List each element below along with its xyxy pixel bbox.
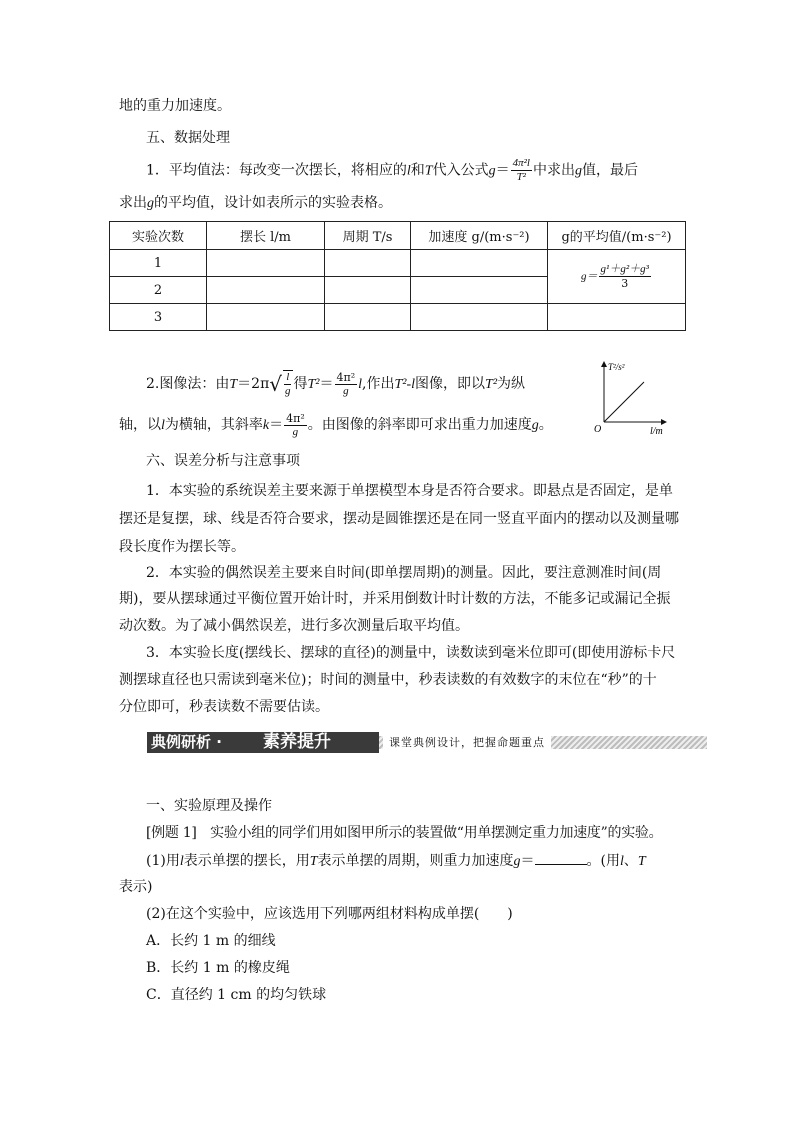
text: 中求出: [532, 162, 575, 179]
var-T: T: [229, 377, 238, 392]
table-cell: [325, 277, 411, 304]
var-T2: T²: [485, 377, 498, 392]
text: 和: [410, 162, 425, 179]
table-header-row: [110, 222, 686, 250]
table-cell: [207, 304, 325, 331]
table-cell: 3: [110, 304, 207, 331]
x-axis-label: l/m: [650, 426, 663, 437]
experiment-table: [109, 221, 686, 331]
section-heading-5: 五、数据处理: [146, 130, 230, 146]
var-T: T: [637, 854, 646, 869]
answer-blank[interactable]: [535, 850, 587, 865]
proportional-line: [604, 382, 644, 422]
text: ＝: [269, 417, 284, 433]
table-header-cell: 实验次数: [110, 222, 207, 250]
var-g: g: [574, 163, 582, 179]
var-g: g: [513, 854, 521, 869]
fraction-denominator: T²: [516, 171, 526, 183]
text: 。(用: [586, 853, 620, 869]
subsection-heading: 一、实验原理及操作: [146, 798, 272, 814]
fraction-numerator: 4π²: [286, 411, 305, 425]
var-k: k: [262, 418, 270, 433]
text: 。由图像的斜率即可求出重力加速度: [307, 417, 532, 433]
paragraph-line: 摆还是复摆，球、线是否符合要求，摆动是圆锥摆还是在同一竖直平面内的摆动以及测量哪: [119, 511, 679, 527]
var-g: g: [147, 196, 154, 211]
text: 轴，以: [119, 417, 161, 433]
text: 图像，即以: [415, 376, 486, 392]
fraction-denominator: g: [285, 385, 291, 397]
sqrt-fraction: [283, 370, 293, 398]
paragraph-line: 2．本实验的偶然误差主要来自时间(即单摆周期)的测量。因此，要注意测准时间(周: [146, 565, 662, 581]
paragraph-line: 期)，要从摆球通过平衡位置开始计时，并采用倒数计时计数的方法，不能多记或漏记全振: [119, 591, 671, 607]
text: 的平均值，设计如表所示的实验表格。: [154, 195, 392, 211]
text: 表示单摆的摆长，用: [183, 853, 310, 869]
text: 为纵: [497, 376, 526, 392]
var-l: l: [358, 377, 363, 392]
origin-label: O: [594, 424, 602, 435]
average-formula-cell: [548, 250, 686, 304]
slope-fraction: [284, 412, 307, 439]
text: 1．平均值法：每改变一次摆长，将相应的: [146, 162, 407, 179]
var-T2-l: T²-l: [394, 377, 416, 392]
avg-fraction: [599, 263, 651, 290]
var-l: l: [406, 163, 411, 179]
text: 。: [538, 417, 553, 433]
fraction-numerator: g¹＋g²＋g³: [600, 263, 649, 275]
var-T: T: [309, 854, 318, 869]
method-2-line: [146, 370, 586, 398]
table-cell: 1: [110, 250, 207, 277]
paragraph-line: 分位即可，秒表读数不需要估读。: [119, 699, 329, 715]
table-header-cell: 周期 T/s: [325, 222, 411, 250]
var-g: g: [531, 418, 539, 433]
banner-subtitle: 课堂典例设计，把握命题重点: [383, 734, 551, 751]
fraction-denominator: g: [292, 425, 299, 438]
text: ＝: [520, 853, 535, 869]
text: ＝2π: [237, 376, 270, 392]
text: ＝: [495, 162, 510, 179]
paragraph-line: 测摆球直径也只需读到毫米位)；时间的测量中，秒表读数的有效数字的末位在“秒”的十: [119, 672, 657, 688]
text: 得: [293, 376, 308, 392]
formula-fraction: [335, 371, 358, 398]
text: (1)用: [146, 853, 180, 869]
fraction-denominator: 3: [621, 277, 629, 290]
table-row: [110, 304, 686, 331]
table-cell: [411, 304, 548, 331]
method-1-line: [146, 157, 706, 184]
method-1-line-2: [119, 193, 679, 214]
table-header-cell: 加速度 g/(m·s⁻²): [411, 222, 548, 250]
sqrt-sign: √: [269, 372, 283, 396]
text: 求出: [119, 195, 147, 211]
text-line: 地的重力加速度。: [119, 98, 231, 114]
var-l: l: [161, 418, 165, 433]
table-cell: [411, 277, 548, 304]
var-l: l: [620, 854, 624, 869]
fraction-denominator: g: [343, 384, 349, 397]
text: ,作出: [362, 376, 395, 392]
text: ＝: [319, 376, 334, 392]
y-axis-label: T²/s²: [608, 362, 625, 372]
paragraph-line: 段长度作为摆长等。: [119, 539, 245, 555]
paragraph-line: 3．本实验长度(摆线长、摆球的直径)的测量中，读数读到毫米位即可(即使用游标卡尺: [146, 645, 676, 661]
section-heading-6: 六、误差分析与注意事项: [146, 453, 300, 469]
var-T: T: [424, 163, 433, 179]
question-1-line-2: 表示): [119, 879, 153, 895]
table-header-cell: 摆长 l/m: [207, 222, 325, 250]
text: 值，最后: [581, 162, 638, 179]
method-2-line-2: [119, 410, 579, 441]
paragraph-line: 1．本实验的系统误差主要来源于单摆模型本身是否符合要求。即悬点是否固定，是单: [146, 483, 673, 499]
question-2: (2)在这个实验中，应该选用下列哪两组材料构成单摆( ): [146, 906, 513, 922]
text: 2.图像法：由: [146, 376, 230, 392]
option-b[interactable]: B．长约 1 m 的橡皮绳: [146, 960, 290, 976]
section-banner: [147, 732, 707, 753]
text: 表示单摆的周期，则重力加速度: [317, 853, 514, 869]
question-1-line: [146, 850, 706, 872]
text: 为横轴，其斜率: [164, 417, 263, 433]
table-cell: [207, 250, 325, 277]
table-cell: [411, 250, 548, 277]
var-g: g: [488, 163, 496, 179]
formula-fraction: [511, 157, 532, 184]
table-cell: 2: [110, 277, 207, 304]
table-row: [110, 250, 686, 277]
fraction-numerator: 4π²: [336, 370, 356, 384]
table-cell: [548, 304, 686, 331]
text: 、: [623, 853, 638, 869]
avg-lhs: g＝: [581, 270, 598, 283]
var-T2: T²: [307, 377, 320, 392]
table-header-cell: g的平均值/(m·s⁻²): [548, 222, 686, 250]
option-c[interactable]: C．直径约 1 cm 的均匀铁球: [146, 987, 327, 1003]
example-header: [例题 1] 实验小组的同学们用如图甲所示的装置做“用单摆测定重力加速度”的实验。: [146, 825, 663, 841]
banner-title: 典例研析 ·: [151, 733, 222, 751]
table-cell: [325, 304, 411, 331]
option-a[interactable]: A．长约 1 m 的细线: [146, 933, 276, 949]
table-cell: [207, 277, 325, 304]
fraction-numerator: 4π²l: [512, 157, 530, 169]
fraction-numerator: l: [286, 371, 290, 383]
var-l: l: [179, 854, 184, 869]
table-cell: [325, 250, 411, 277]
paragraph-line: 动次数。为了减小偶然误差，进行多次测量后取平均值。: [119, 618, 469, 634]
t2-l-graph: [588, 358, 678, 438]
text: 代入公式: [432, 162, 489, 179]
banner-title-emphasis: 素养提升: [263, 732, 331, 752]
